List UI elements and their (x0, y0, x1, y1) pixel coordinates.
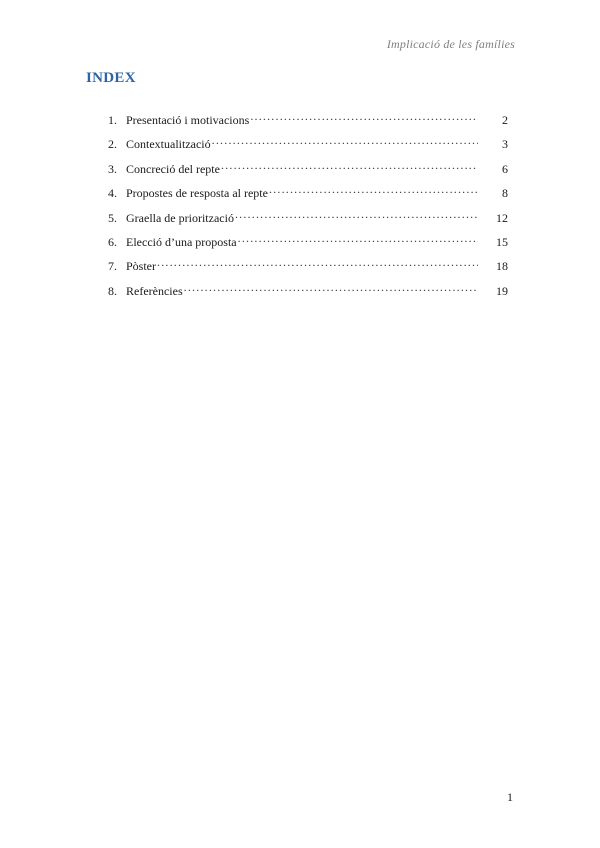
toc-entry[interactable] (108, 157, 508, 181)
toc-entry-title: Elecció d’una proposta (126, 234, 237, 249)
toc-dot-leader (238, 230, 478, 246)
toc-entry-title: Referències (126, 283, 183, 298)
toc-dot-leader (269, 181, 478, 197)
toc-entry-title: Graella de priorització (126, 210, 234, 225)
toc-entry-number: 6. (108, 234, 117, 249)
toc-entry-title: Contextualització (126, 137, 211, 152)
toc-entry-page: 2 (502, 113, 508, 127)
toc-entry-page: 3 (502, 137, 508, 152)
toc-entry-number: 2. (108, 137, 117, 152)
toc-entry-page: 8 (502, 186, 508, 201)
toc-dot-leader (212, 132, 478, 148)
toc-entry-page: 19 (496, 283, 508, 298)
toc-entry-title: Presentació i motivacions (126, 113, 250, 127)
toc-entry-title: Concreció del repte (126, 161, 220, 176)
toc-entry[interactable] (108, 254, 508, 278)
toc-entry[interactable] (108, 132, 508, 156)
toc-entry-number: 5. (108, 210, 117, 225)
toc-dot-leader (235, 206, 478, 222)
toc-entry-number: 1. (108, 113, 117, 127)
index-title: INDEX (86, 70, 136, 86)
toc-entry[interactable] (108, 206, 508, 230)
toc-entry-number: 4. (108, 186, 117, 201)
toc-entry-page: 18 (496, 259, 508, 274)
toc-entry-page: 12 (496, 210, 508, 225)
toc-dot-leader (157, 254, 478, 270)
toc-entry-title: Propostes de resposta al repte (126, 186, 268, 201)
toc-dot-leader (184, 279, 478, 295)
page-number: 1 (507, 790, 513, 804)
toc-entry-page: 15 (496, 234, 508, 249)
toc-entry[interactable] (108, 108, 508, 132)
toc-dot-leader (250, 108, 478, 124)
toc-entry-number: 7. (108, 259, 117, 274)
toc-entry-page: 6 (502, 161, 508, 176)
toc-entry[interactable] (108, 181, 508, 205)
toc-entry[interactable] (108, 279, 508, 303)
toc-entry[interactable] (108, 230, 508, 254)
toc-entry-number: 8. (108, 283, 117, 298)
toc-entry-number: 3. (108, 161, 117, 176)
table-of-contents (108, 108, 508, 303)
toc-dot-leader (221, 157, 478, 173)
toc-entry-title: Pòster (126, 259, 156, 274)
running-header: Implicació de les famílies (386, 37, 515, 51)
